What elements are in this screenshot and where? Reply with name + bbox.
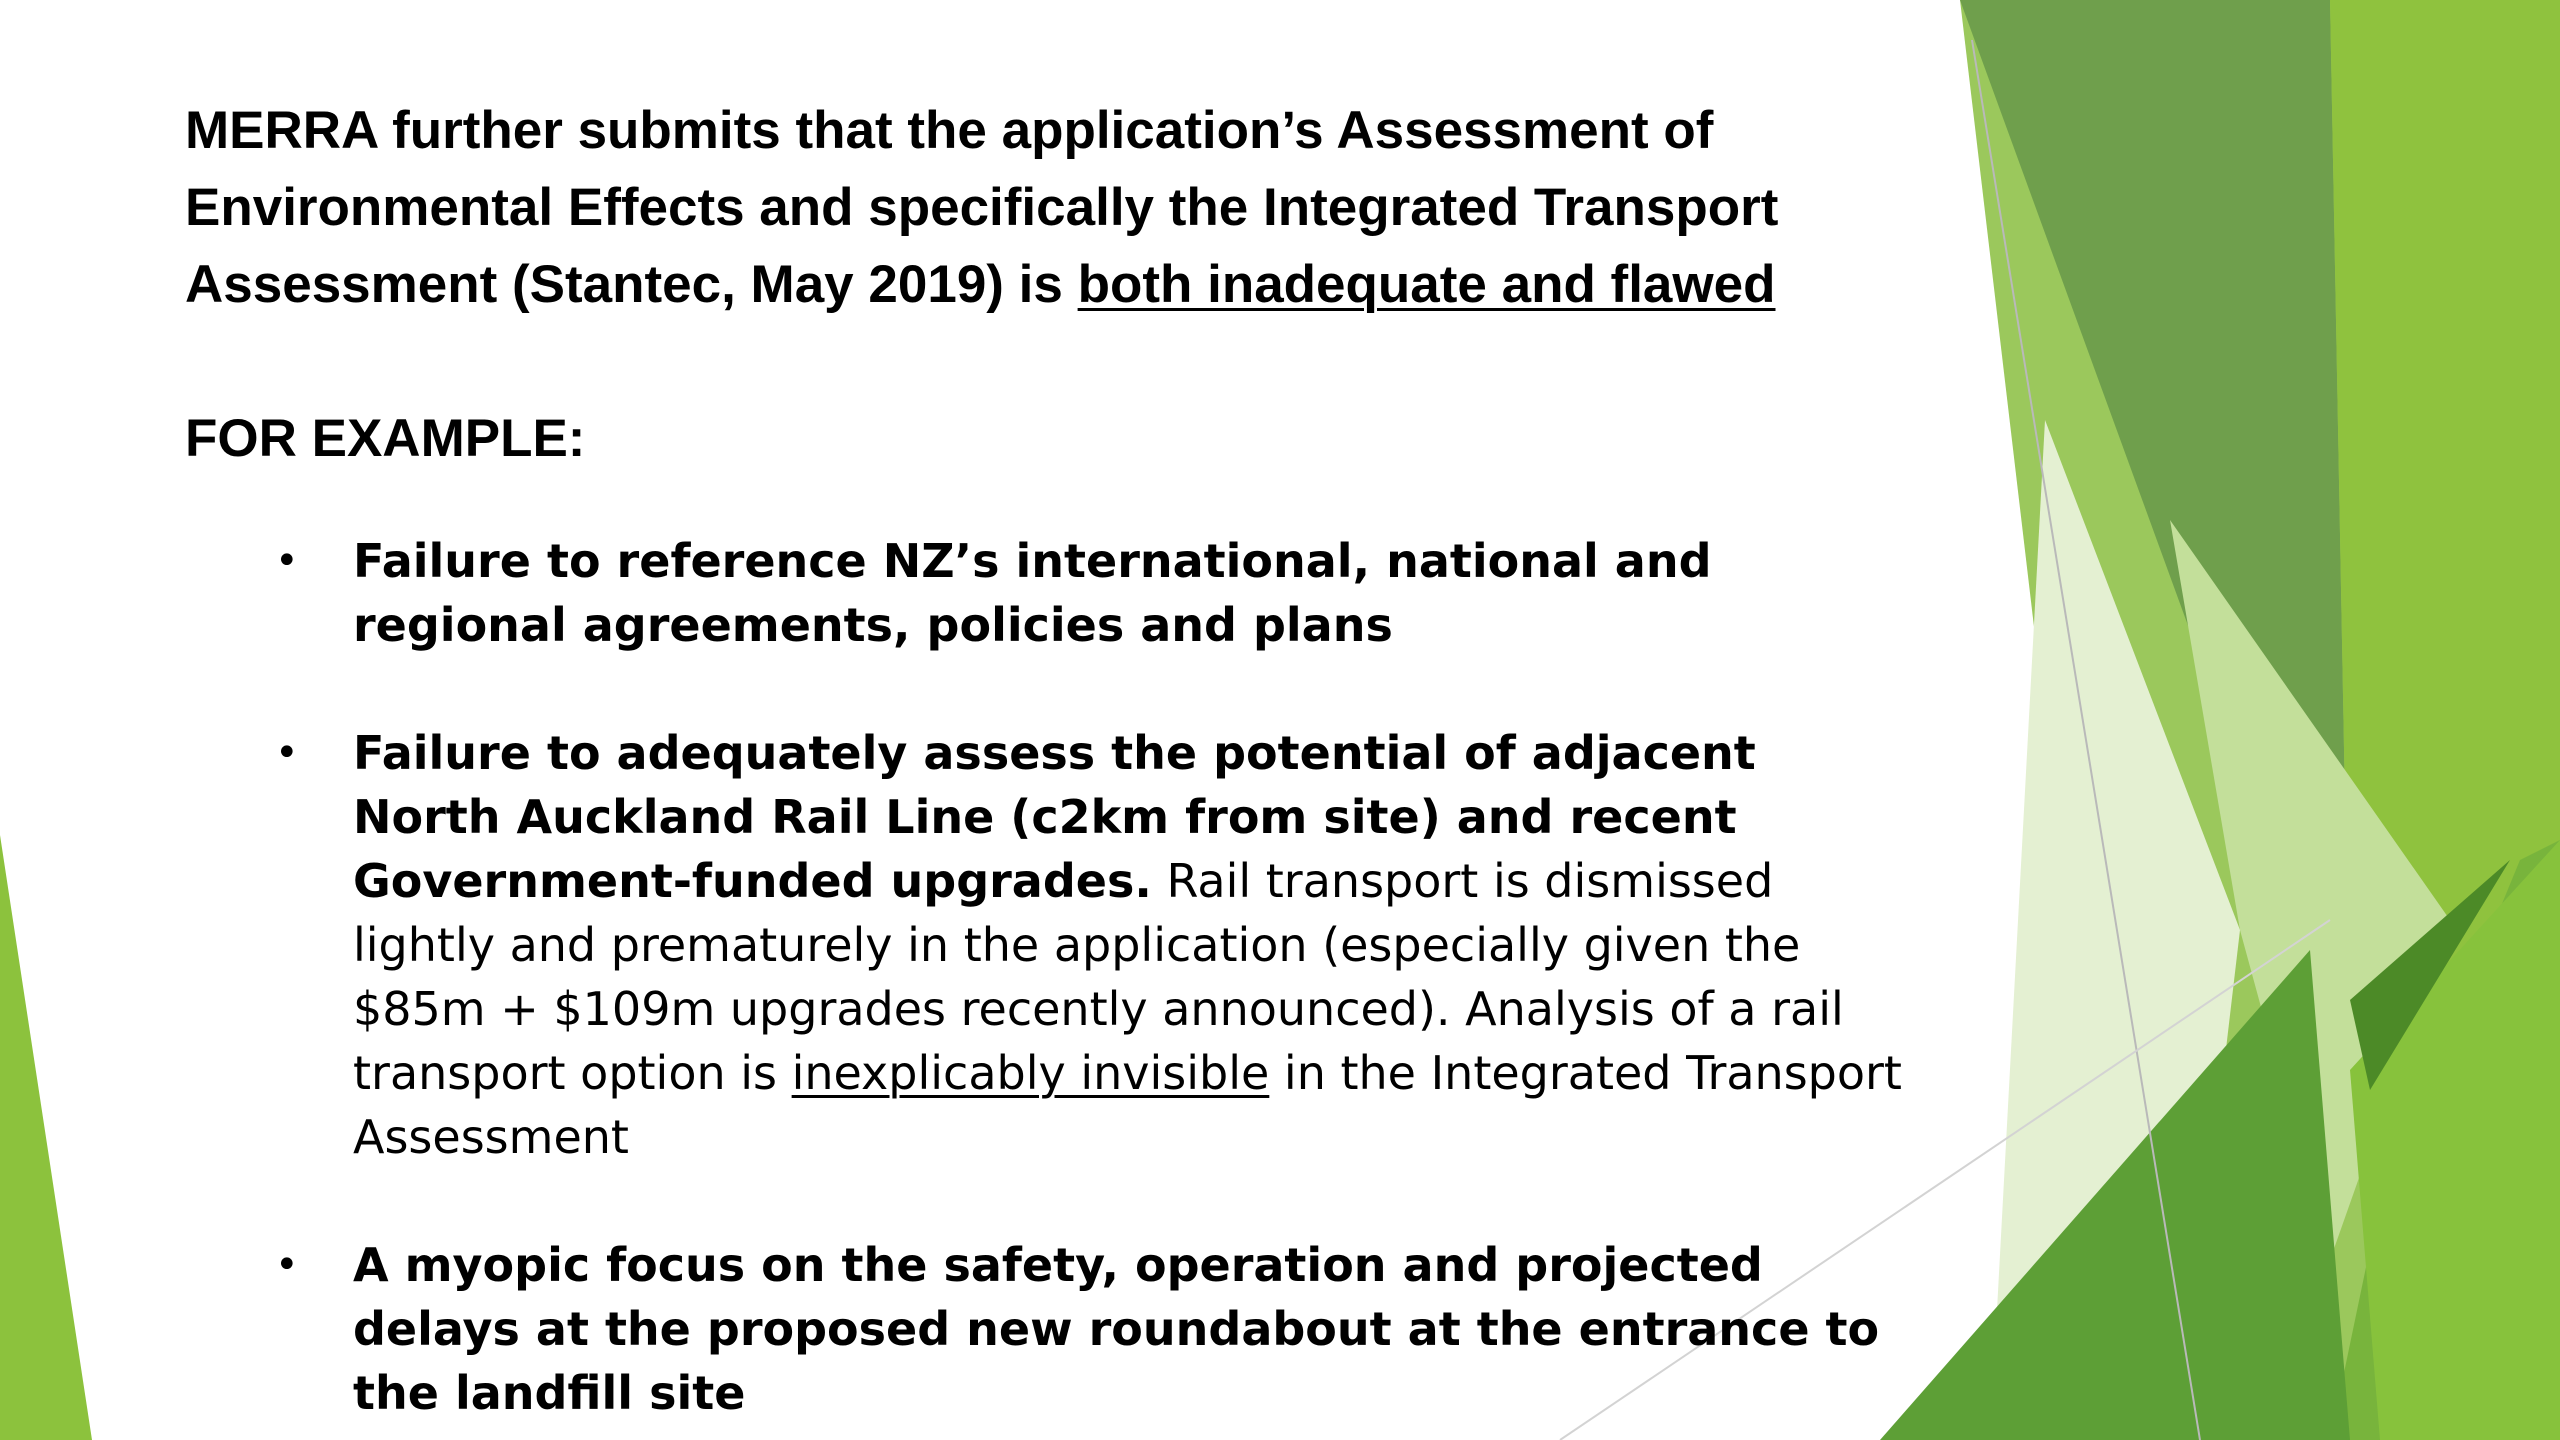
heading-underlined: both inadequate and flawed (1077, 255, 1776, 314)
heading-text: MERRA further submits that the application’s Assessment of Environmental Effects and specifically the Integrated Transport Assessment (Stantec, May 2019) is (185, 101, 1779, 314)
heading (185, 92, 1915, 323)
bullet-bold: Failure to adequately assess the potential of adjacent North Auckland Rail Line (c2km from site) and recent Government-funded upgrades. (353, 726, 1756, 908)
bullet-bold: Failure to reference NZ’s international, national and regional agreements, policies and plans (353, 534, 1712, 652)
bullet-icon: • (275, 730, 299, 776)
slide-content (185, 92, 1915, 1425)
bullet-bold: A myopic focus on the safety, operation and projected delays at the proposed new roundabout at the entrance to the landfill site (353, 1238, 1880, 1420)
bullet-icon: • (275, 538, 299, 584)
bullet-item (185, 721, 1915, 1169)
example-label: FOR EXAMPLE: (185, 409, 586, 468)
bullet-text-end: in the Integrated Transport Assessment (353, 1046, 1902, 1164)
bullet-item (185, 1233, 1915, 1425)
bullet-text: Rail transport is dismissed lightly and prematurely in the application (especially given the $85m + $109m upgrades recently announced). Analysis of a rail transport option is (353, 854, 1844, 1100)
left-green-sliver (0, 835, 92, 1440)
bullet-underlined: inexplicably invisible (791, 1046, 1270, 1100)
bullet-list (185, 529, 1915, 1425)
bullet-icon: • (275, 1242, 299, 1288)
bullet-item (185, 529, 1915, 657)
